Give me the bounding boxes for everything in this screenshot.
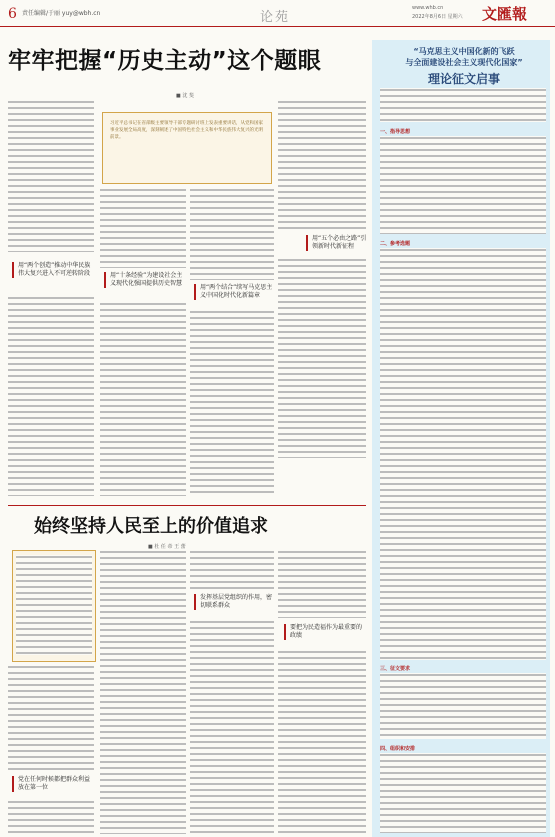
article1-quote: 习近平总书记在省部级主要领导干部专题研讨班上发表重要讲话，从党和国家事业发展全局高度，深刻阐述了中国特色社会主义和中华民族伟大复兴的光明前景。 [110, 121, 263, 140]
article1-subhead-1: 用“两个创造”推动中华民族伟大复兴进入不可逆转阶段 [12, 262, 94, 278]
article2-subhead-1: 党在任何时候都把群众利益放在第一位 [12, 776, 94, 792]
article2-column-3b [190, 620, 274, 834]
article1-title: 牢牢把握“历史主动”这个题眼 [8, 48, 322, 74]
page-number: 6 [8, 6, 17, 22]
article2-column-3a [190, 550, 274, 590]
notice-head-2: 二、参考选题 [380, 241, 411, 247]
article1-column-3b [190, 310, 274, 496]
article2-column-2 [100, 550, 186, 834]
article1-column-3a [190, 188, 274, 280]
article2-column-4b [278, 650, 366, 834]
notice-section-4 [380, 753, 546, 833]
article1-column-4b [278, 258, 366, 458]
section-name: 论苑 [260, 10, 291, 25]
article2-intro [16, 555, 92, 655]
notice-section-2 [380, 248, 546, 660]
article1-column-2b [100, 302, 186, 496]
article2-column-4a [278, 550, 366, 618]
article1-column-1b [8, 296, 94, 496]
notice-head-4: 四、组织和安排 [380, 746, 416, 752]
article2-column-1b [8, 800, 94, 834]
article1-subhead-3: 用“两个结合”续写马克思主义中国化时代化新篇章 [194, 284, 274, 300]
article1-column-1a [8, 100, 94, 252]
article2-subhead-2: 发挥基层党组织的作用，密切联系群众 [194, 594, 276, 610]
article2-column-1a [8, 665, 94, 770]
issue-date: 2022年8月6日 星期六 [412, 14, 463, 20]
site-url: www.whb.cn [412, 5, 444, 11]
notice-title-line1: “马克思主义中国化新的飞跃 [413, 47, 515, 56]
notice-section-1 [380, 136, 546, 234]
article1-column-4a [278, 100, 366, 230]
article1-subhead-4: 用“五个必由之路”引领新时代新征程 [306, 235, 370, 251]
article2-byline: ■ 杜 任 帝 王 蕾 [148, 544, 186, 550]
article1-subhead-2: 用“十条经验”为建设社会主义现代化强国提供历史智慧 [104, 272, 188, 288]
article2-title: 始终坚持人民至上的价值追求 [34, 516, 268, 537]
notice-head-3: 三、征文要求 [380, 666, 411, 672]
notice-title-line2: 与全面建设社会主义现代化国家” [405, 58, 523, 67]
notice-main-title: 理论征文启事 [427, 72, 500, 86]
article1-byline: ■ 沈 斐 [176, 93, 194, 99]
editor-info: 责任编辑/于丽 yuy@wbh.cn [22, 10, 101, 17]
notice-head-1: 一、指导思想 [380, 129, 411, 135]
masthead-rule [0, 26, 555, 27]
notice-intro [380, 88, 546, 122]
article2-subhead-3: 要把为民造福作为最重要的政绩 [284, 624, 366, 640]
article2-top-rule [8, 505, 366, 506]
article1-column-2a [100, 188, 186, 268]
newspaper-logo: 文匯報 [482, 5, 528, 23]
notice-section-3 [380, 673, 546, 739]
